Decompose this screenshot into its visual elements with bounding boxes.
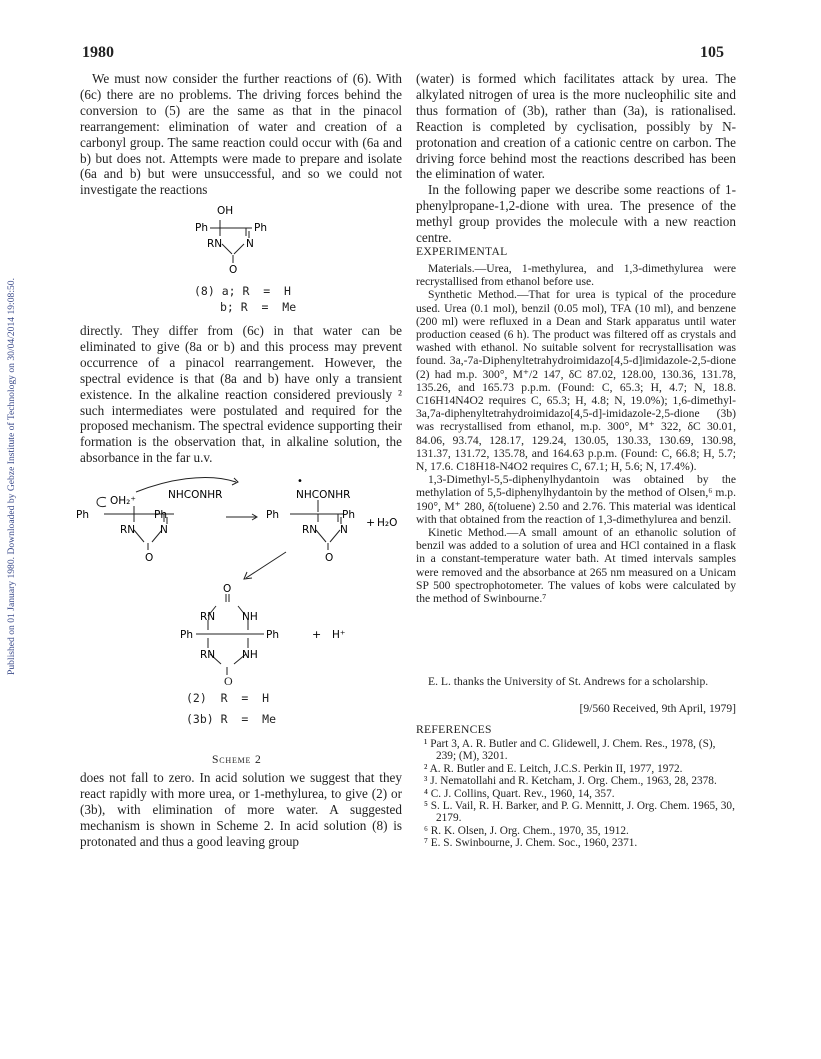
received-date: [9/560 Received, 9th April, 1979] bbox=[579, 702, 736, 715]
phenyl-label: Ph bbox=[266, 629, 279, 641]
oxygen-label: O bbox=[223, 583, 232, 595]
oxygen-label-bottom: O bbox=[224, 674, 233, 688]
reference-item: ⁷ E. S. Swinbourne, J. Chem. Soc., 1960, 2371. bbox=[424, 837, 638, 850]
rn-label: RN bbox=[200, 649, 216, 661]
references-list bbox=[416, 738, 736, 850]
compound-8-structure bbox=[180, 200, 300, 276]
download-watermark-text: Published on 01 January 1980. Downloaded by Gebze Institute of Technology on 30/04/2014 19:08:50. bbox=[6, 278, 17, 675]
materials-paragraph: Materials.—Urea, 1-methylurea, and 1,3-dimethylurea were recrystallised from ethanol before use. bbox=[416, 262, 736, 289]
reference-item: ⁴ C. J. Collins, Quart. Rev., 1960, 14, 357. bbox=[424, 787, 615, 800]
rn-label: RN bbox=[302, 524, 318, 536]
scheme-caption: Scheme 2 bbox=[212, 753, 262, 766]
oxygen-label: O bbox=[229, 264, 238, 276]
dimethyl-paragraph: 1,3-Dimethyl-5,5-diphenylhydantoin was obtained by the methylation of 5,5-diphenylhydantoin by the method of Olsen,⁶ m.p. 190°, M⁺ 280, δ(toluene) 2.50 and 2.76. This material was identical with that obtained from the reaction of 1,3-dimethylurea and benzil. bbox=[416, 473, 736, 526]
rn-label: RN bbox=[207, 238, 223, 250]
right-column-text bbox=[416, 71, 736, 246]
oxygen-label: O bbox=[325, 552, 334, 564]
plus-sign: + bbox=[366, 516, 376, 529]
left-paragraph-2 bbox=[80, 323, 402, 466]
journal-year: 1980 bbox=[82, 44, 114, 61]
compound-3b-label: (3b) R = Me bbox=[186, 712, 277, 726]
phenyl-label: Ph bbox=[254, 222, 267, 234]
phenyl-label: Ph bbox=[76, 509, 89, 521]
urea-label: NHCONHR bbox=[296, 489, 351, 501]
thanks-text: E. L. thanks the University of St. Andrews for a scholarship. bbox=[428, 675, 709, 688]
paragraph-text: does not fall to zero. In acid solution we suggest that they react rapidly with more urea, or 1-methylurea, to give (2) or (3b), with elimination of more water. A suggested mechanism is shown in Scheme 2. In acid solution (8) is protonated and thus a good leaving group bbox=[80, 770, 402, 849]
rn-label: RN bbox=[200, 611, 216, 623]
nh-label: NH bbox=[242, 649, 258, 661]
phenyl-label: Ph bbox=[266, 509, 279, 521]
phenyl-label: Ph bbox=[342, 509, 355, 521]
page-number: 105 bbox=[700, 44, 724, 61]
urea-label: NHCONHR bbox=[168, 489, 223, 501]
references-heading: REFERENCES bbox=[416, 723, 492, 736]
hydroxy-label: OH bbox=[217, 205, 234, 217]
synthetic-method-paragraph: Synthetic Method.—That for urea is typical of the procedure used. Urea (0.1 mol), benzil (0.05 mol), TFA (10 ml), and benzene (200 ml) were refluxed in a Dean and Stark apparatus until water production ceased (6 h). The product was filtered off as crystals and washed with ethanol. No suitable solvent for recrystallisation was found. 3a,-7a-Diphenyltetrahydroimidazo[4,5-d]imidazole-2,5-dione (2) had m.p. 300°, M⁺/2 147, δC 87.02, 128.00, 130.36, 131.78, 135.26, and 165.73 p.p.m. (Found: C, 65.3; H, 4.7; N, 18.8. C16H14N4O2 requires C, 65.3; H, 4.8; N, 19.0%); 1,6-dimethyl-3a,7a-diphenyltetrahydroimidazo[4,5-d]-imidazole-2,5-dione (3b) was recrystallised from ethanol, m.p. 300°, M⁺ 322, δC 30.01, 84.06, 93.74, 128.17, 129.24, 130.05, 130.33, 130.69, 130.98, 131.37, 131.72, 135.78, and 164.63 p.p.m. (Found: C, 66.8; H, 5.7; N, 17.6. C18H18-N4O2 requires C, 67.1; H, 5.6; N, 17.4%). bbox=[416, 288, 736, 474]
paragraph-text: We must now consider the further reactions of (6). With (6c) there are no problems. The driving forces behind the conversion to (5) are the same as that in the pinacol rearrangement: elimination of water and creation of a carbonyl group. The same reaction could occur with (6a and b) but does not. Attempts were made to prepare and isolate (6a and b) but were unsuccessful, and so we could not investigate the reactions bbox=[80, 71, 402, 198]
rn-label: RN bbox=[120, 524, 136, 536]
compound-2-label: (2) R = H bbox=[186, 691, 270, 705]
paragraph-text: (water) is formed which facilitates attack by urea. The alkylated nitrogen of urea is the more nucleophilic site and thus formation of (3b), rather than (3a), is rationalised. Reaction is completed by cyclisation, possibly by N-protonation and creation of a cationic centre on carbon. The driving force behind most the reactions described has been the elimination of water. bbox=[416, 71, 736, 182]
experimental-heading: EXPERIMENTAL bbox=[416, 245, 508, 258]
paragraph-text: directly. They differ from (6c) in that water can be eliminated to give (8a or b) and this process may prevent occurrence of a pinacol rearrangement. However, the spectral evidence is that (8a and b) have only a transient existence. In the alkaline reaction considered previously ² such intermediates were postulated and required for the proposed mechanism. The spectral evidence supporting their formation is the observation that, in alkaline solution, the absorbance in the far u.v. bbox=[80, 323, 402, 466]
n-label: N bbox=[246, 238, 254, 250]
acknowledgement bbox=[416, 675, 736, 688]
reference-item: ² A. R. Butler and E. Leitch, J.C.S. Perkin II, 1977, 1972. bbox=[424, 762, 683, 775]
cation-dot: • bbox=[297, 476, 303, 487]
phenyl-label: Ph bbox=[154, 509, 167, 521]
proton-label: H⁺ bbox=[332, 629, 346, 641]
phenyl-label: Ph bbox=[195, 222, 208, 234]
compound-8a-label: (8) a; R = H bbox=[194, 284, 291, 298]
n-label: N bbox=[160, 524, 168, 536]
compound-8b-label: b; R = Me bbox=[220, 300, 297, 314]
n-label: N bbox=[340, 524, 348, 536]
scheme-2-diagram bbox=[76, 470, 416, 680]
download-watermark bbox=[4, 180, 18, 680]
water-label: H₂O bbox=[377, 517, 398, 529]
experimental-section bbox=[416, 262, 736, 605]
left-paragraph-1 bbox=[80, 71, 402, 198]
reference-item: ³ J. Nematollahi and R. Ketcham, J. Org. Chem., 1963, 28, 2378. bbox=[424, 775, 717, 788]
oxonium-label: OH₂⁺ bbox=[110, 495, 136, 507]
oxygen-label: O bbox=[145, 552, 154, 564]
reference-item: ¹ Part 3, A. R. Butler and C. Glidewell, J. Chem. Res., 1978, (S), 239; (M), 3201. bbox=[424, 738, 716, 763]
kinetic-method-paragraph: Kinetic Method.—A small amount of an ethanolic solution of benzil was added to a solution of urea and HCl contained in a flask in a constant-temperature water bath. At timed intervals samples were removed and the absorbance at 265 nm measured on a Unicam SP 500 spectrophotometer. The values of kobs were calculated by the method of Swinbourne.⁷ bbox=[416, 526, 736, 606]
reference-item: ⁶ R. K. Olsen, J. Org. Chem., 1970, 35, 1912. bbox=[424, 824, 629, 837]
nh-label: NH bbox=[242, 611, 258, 623]
plus-sign: + bbox=[312, 628, 322, 641]
paragraph-text: In the following paper we describe some reactions of 1-phenylpropane-1,2-dione with urea. The presence of the methyl group provides the molecule with a new reaction centre. bbox=[416, 182, 736, 246]
phenyl-label: Ph bbox=[180, 629, 193, 641]
left-paragraph-3 bbox=[80, 770, 402, 850]
reference-item: ⁵ S. L. Vail, R. H. Barker, and P. G. Mennitt, J. Org. Chem. 1965, 30, 2179. bbox=[424, 800, 735, 825]
